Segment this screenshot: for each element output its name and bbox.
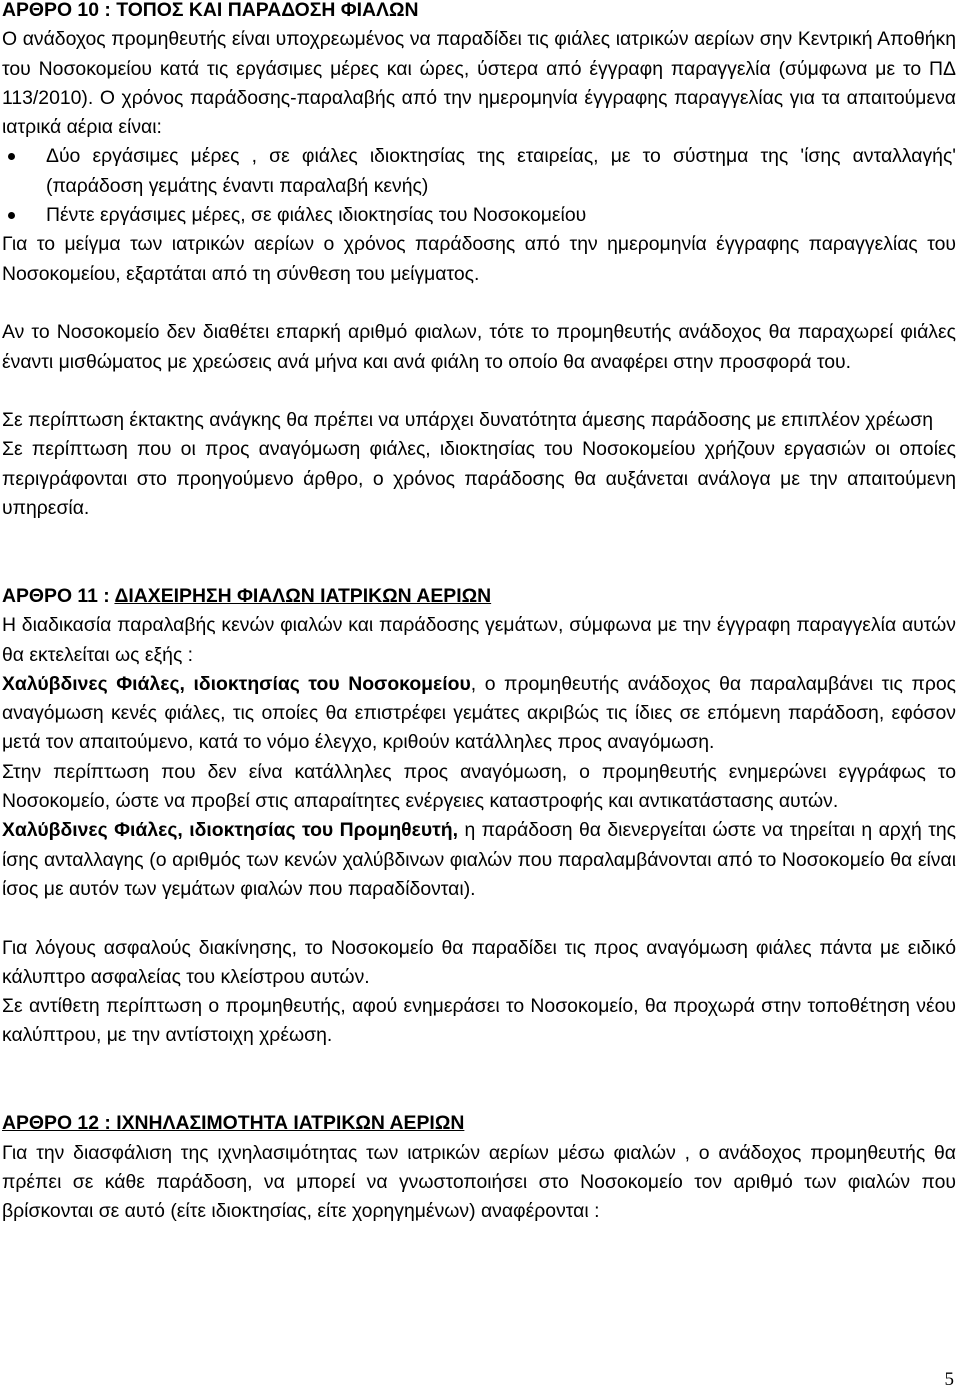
article-10-paragraph-2: Για το μείγμα των ιατρικών αερίων ο χρόνος παράδοσης από την ημερομηνία έγγραφης παραγγελίας του Νοσοκομείου, εξαρτάται από τη σύνθεση του μείγματος. [2,233,956,285]
article-11-heading-title: ΔΙΑΧΕΙΡΗΣΗ ΦΙΑΛΩΝ ΙΑΤΡΙΚΩΝ ΑΕΡΙΩΝ [114,584,492,607]
article-10-paragraph-3: Αν το Νοσοκομείο δεν διαθέτει επαρκή αριθμό φιαλων, τότε το προμηθευτής ανάδοχος θα παραχωρεί φιάλες έναντι μισθώματος με χρεώσεις ανά μήνα και ανά φιάλη το οποίο θα αναφέρει στην προσφορά του. [2,321,956,373]
article-12-heading: ΑΡΘΡΟ 12 : ΙΧΝΗΛΑΣΙΜΟΤΗΤΑ ΙΑΤΡΙΚΩΝ ΑΕΡΙΩΝ [2,1112,465,1135]
article-10-paragraph-5: Σε περίπτωση που οι προς αναγόμωση φιάλες, ιδιοκτησίας του Νοσοκομείου χρήζουν εργασιών οι οποίες περιγράφονται στο προηγούμενο άρθρο, ο χρόνος παράδοσης θα αυξάνεται ανάλογα με την απαιτούμενη υπηρεσία. [2,438,956,520]
article-11-paragraph-5: Για λόγους ασφαλούς διακίνησης, το Νοσοκομείο θα παραδίδει τις προς αναγόμωση φιάλες πάντα με ειδικό κάλυπτρο ασφαλείας του κλείστρου αυτών. [2,936,956,988]
delivery-times-list [2,142,956,230]
article-11-paragraph-3: Στην περίπτωση που δεν είνα κατάλληλες προς αναγόμωση, ο προμηθευτής ενημερώνει εγγράφως το Νοσοκομείο, ώστε να προβεί στις απαραίτητες ενέργειες καταστροφής και αντικατάστασης αυτών. [2,760,956,813]
article-11-paragraph-1: Η διαδικασία παραλαβής κενών φιαλών και παράδοσης γεμάτων, σύμφωνα με την έγγραφη παραγγελία αυτών θα εκτελείται ως εξής : [2,614,956,666]
article-11-paragraph-6: Σε αντίθετη περίπτωση ο προμηθευτής, αφού ενημεράσει το Νοσοκομείο, θα προχωρά στην τοποθέτηση νέου καλύπτρου, με την αντίστοιχη χρέωση. [2,995,956,1047]
article-11-heading [2,582,956,611]
supplier-cylinders-label: Χαλύβδινες Φιάλες, ιδιοκτησίας του Προμηθευτή, [2,819,459,842]
article-12-paragraph-1: Για την διασφάλιση της ιχνηλασιμότητας των ιατρικών αερίων μέσω φιαλών , ο ανάδοχος προμηθευτής θα πρέπει σε κάθε παράδοση, να μπορεί να γνωστοποιήσει στο Νοσοκομείο τον αριθμό των φιαλών που βρίσκονται σε αυτό (είτε ιδιοκτησίας, είτε χορηγημένων) αναφέρονται : [2,1141,956,1223]
hospital-cylinders-label: Χαλύβδινες Φιάλες, ιδιοκτησίας του Νοσοκομείου [2,672,471,695]
list-item: Πέντε εργάσιμες μέρες, σε φιάλες ιδιοκτησίας του Νοσοκομείου [2,201,956,230]
article-11-heading-number: ΑΡΘΡΟ 11 : [2,584,115,607]
article-11-paragraph-4: Χαλύβδινες Φιάλες, ιδιοκτησίας του Προμηθευτή, η παράδοση θα διενεργείται ώστε να τηρείται η αρχή της ίσης ανταλλαγης (ο αριθμός των κενών χαλύβδινων φιαλών που παραλαμβάνονται από το Νοσοκομείο θα είναι ίσος με αυτόν των γεμάτων φιαλών που παραδίδονται). [2,819,956,900]
article-10-heading: ΑΡΘΡΟ 10 : ΤΟΠΟΣ ΚΑΙ ΠΑΡΑΔΟΣΗ ΦΙΑΛΩΝ [2,0,419,21]
article-11-paragraph-2: Χαλύβδινες Φιάλες, ιδιοκτησίας του Νοσοκομείου, ο προμηθευτής ανάδοχος θα παραλαμβάνει τις προς αναγόμωση κενές φιάλες, τις οποίες θα επιστρέφει γεμάτες ακριβώς τις ίδιες σε επόμενη παράδοση, εφόσον μετά τον απαιτούμενο, κατά το νόμο έλεγχο, κριθούν κατάλληλες προς αναγόμωση. [2,672,956,754]
article-10-paragraph-1: Ο ανάδοχος προμηθευτής είναι υποχρεωμένος να παραδίδει τις φιάλες ιατρικών αερίων σην Κεντρική Αποθήκη του Νοσοκομείου κατά τις εργάσιμες μέρες και ώρες, ύστερα από έγγραφη παραγγελία (σύμφωνα με το ΠΔ 113/2010). Ο χρόνος παράδοσης-παραλαβής από την ημερομηνία έγγραφης παραγγελίας για τα απαιτούμενα ιατρικά αέρια είναι: [2,28,956,139]
list-item: Δύο εργάσιμες μέρες , σε φιάλες ιδιοκτησίας της εταιρείας, με το σύστημα της 'ίσης ανταλλαγής' (παράδοση γεμάτης έναντι παραλαβή κενής) [2,142,956,201]
article-10-paragraph-4: Σε περίπτωση έκτακτης ανάγκης θα πρέπει να υπάρχει δυνατότητα άμεσης παράδοσης με επιπλέον χρέωση [2,409,934,432]
page-number: 5 [944,1369,954,1390]
document-page [2,0,956,1226]
